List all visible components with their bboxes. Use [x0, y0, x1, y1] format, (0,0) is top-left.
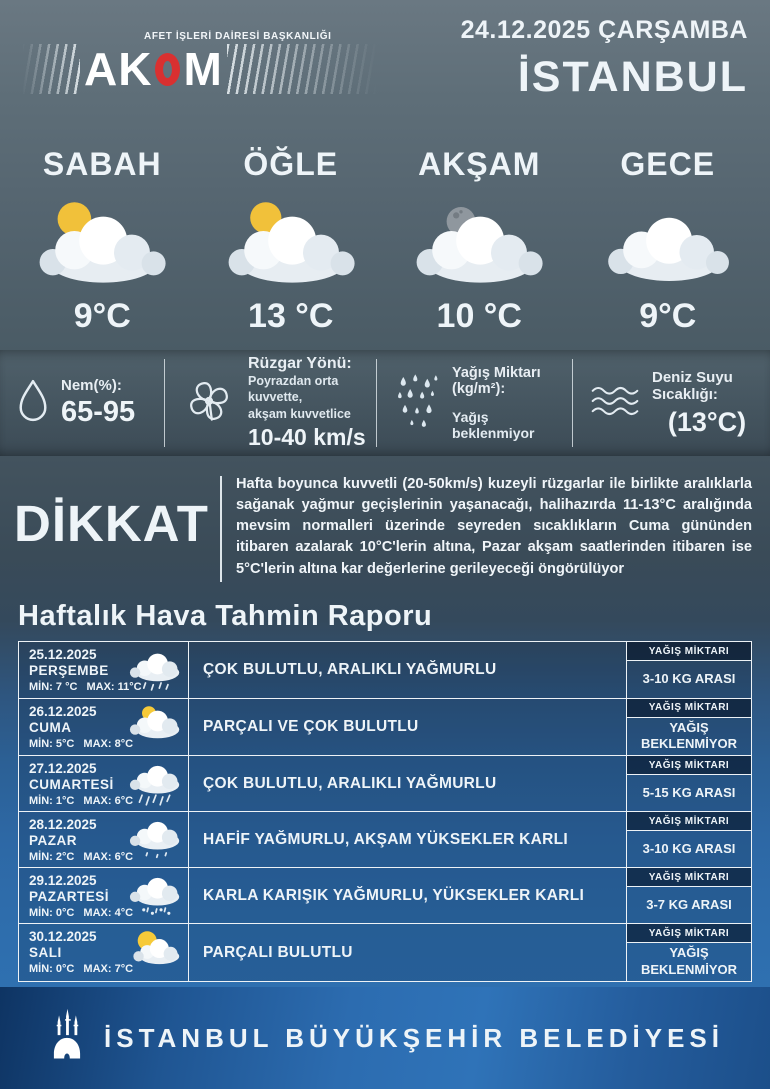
- sun-cloud-icon: [123, 928, 187, 981]
- period-ogle: [197, 146, 386, 336]
- row-date-cell: [19, 642, 189, 698]
- min-label: MİN:: [29, 795, 53, 808]
- max-value: 6°C: [114, 851, 134, 864]
- amount-header: YAĞIŞ MİKTARI: [627, 699, 751, 718]
- max-label: MAX:: [83, 851, 112, 864]
- row-amount-cell: [627, 812, 751, 867]
- raindrops-icon: [393, 370, 441, 437]
- row-day: CUMA: [29, 719, 72, 735]
- min-label: MİN:: [29, 907, 53, 920]
- forecast-row: [19, 811, 751, 867]
- row-date-cell: [19, 812, 189, 867]
- row-day: CUMARTESİ: [29, 777, 114, 793]
- wind-value: 10-40 km/s: [248, 423, 366, 450]
- header-right: [461, 16, 748, 102]
- period-temp: 9°C: [639, 297, 697, 335]
- warning-section: [0, 466, 770, 588]
- period-sabah: [8, 146, 197, 336]
- row-date: 27.12.2025: [29, 761, 97, 777]
- row-date: 29.12.2025: [29, 873, 97, 889]
- sun-cloud-icon: [24, 193, 180, 293]
- period-gece: [574, 146, 763, 336]
- min-value: 0°C: [55, 963, 75, 976]
- row-date: 30.12.2025: [29, 929, 97, 945]
- row-description: KARLA KARIŞIK YAĞMURLU, YÜKSEKLER KARLI: [189, 868, 627, 923]
- sea-temp-label: Deniz Suyu Sıcaklığı:: [652, 368, 733, 403]
- row-day: PERŞEMBE: [29, 663, 109, 678]
- day-periods: [0, 146, 770, 336]
- min-value: 1°C: [55, 795, 75, 808]
- akom-letter-m: M: [183, 43, 223, 95]
- min-value: 2°C: [55, 851, 75, 864]
- humidity-label: Nem(%):: [61, 377, 122, 394]
- precipitation-value: Yağış beklenmiyor: [452, 409, 535, 441]
- forecast-row: [19, 642, 751, 698]
- humidity-value: 65-95: [61, 396, 136, 428]
- sun-cloud-icon: [123, 703, 187, 756]
- max-value: 11°C: [117, 681, 142, 693]
- footer-text: İSTANBUL BÜYÜKŞEHİR BELEDİYESİ: [104, 1022, 724, 1053]
- row-day: PAZARTESİ: [29, 889, 110, 905]
- forecast-row: [19, 755, 751, 811]
- row-amount-cell: [627, 642, 751, 698]
- akom-wordmark: [80, 43, 227, 95]
- period-aksam: [385, 146, 574, 336]
- wind-desc-2: akşam kuvvetlice: [248, 406, 351, 421]
- row-description: HAFİF YAĞMURLU, AKŞAM YÜKSEKLER KARLI: [189, 812, 627, 867]
- footer: [0, 987, 770, 1089]
- sea-temp-value: (13°C): [667, 406, 747, 437]
- report-date: 24.12.2025 ÇARŞAMBA: [460, 16, 748, 44]
- period-label: AKŞAM: [418, 146, 541, 182]
- pinwheel-icon: [181, 372, 237, 435]
- amount-header: YAĞIŞ MİKTARI: [627, 812, 751, 831]
- weekly-forecast-title: Haftalık Hava Tahmin Raporu: [18, 600, 433, 632]
- header: [0, 0, 770, 130]
- max-value: 4°C: [114, 907, 134, 920]
- logo-stripes-left-icon: [22, 44, 80, 94]
- wind-desc-1: Poyrazdan orta kuvvette,: [248, 374, 339, 405]
- max-value: 7°C: [114, 963, 134, 976]
- max-value: 8°C: [114, 737, 134, 750]
- max-label: MAX:: [83, 795, 112, 808]
- city-name: İSTANBUL: [517, 53, 748, 101]
- min-label: MİN:: [29, 851, 53, 864]
- row-date-cell: [19, 699, 189, 756]
- row-date-cell: [19, 868, 189, 923]
- period-label: SABAH: [42, 146, 162, 182]
- wind-label: Rüzgar Yönü:: [248, 355, 352, 373]
- row-amount-cell: [627, 699, 751, 756]
- warning-title: DİKKAT: [14, 495, 209, 552]
- ibb-logo-icon: [46, 1007, 88, 1070]
- amount-value: 3-7 KG ARASI: [646, 896, 732, 912]
- amount-value: 5-15 KG ARASI: [642, 784, 736, 800]
- agency-title: AFET İŞLERİ DAİRESİ BAŞKANLIĞI: [144, 31, 332, 42]
- row-amount-cell: [627, 756, 751, 811]
- amount-header: YAĞIŞ MİKTARI: [627, 924, 751, 943]
- stats-band: [0, 350, 770, 456]
- min-label: MİN:: [29, 963, 53, 976]
- amount-header: YAĞIŞ MİKTARI: [627, 642, 751, 661]
- min-label: MİN:: [29, 681, 53, 693]
- heavy-rain-cloud-icon: [123, 760, 187, 813]
- row-date: 28.12.2025: [29, 817, 97, 833]
- min-value: 7 °C: [55, 681, 78, 693]
- akom-letters-ak: AK: [84, 43, 153, 95]
- amount-value: 3-10 KG ARASI: [642, 840, 736, 856]
- row-description: PARÇALI BULUTLU: [189, 924, 627, 981]
- row-date: 25.12.2025: [29, 647, 97, 662]
- period-temp: 9°C: [73, 297, 131, 335]
- amount-value: 3-10 KG ARASI: [642, 670, 736, 686]
- row-description: ÇOK BULUTLU, ARALIKLI YAĞMURLU: [189, 642, 627, 698]
- min-value: 5°C: [55, 737, 75, 750]
- row-amount-cell: [627, 924, 751, 981]
- forecast-table: [18, 641, 752, 982]
- period-label: ÖĞLE: [243, 146, 339, 182]
- sea-temp-stat: [572, 359, 770, 447]
- logo-stripes-right-icon: [227, 44, 377, 94]
- precipitation-stat: [376, 359, 572, 447]
- max-value: 6°C: [114, 795, 134, 808]
- row-date: 26.12.2025: [29, 703, 97, 719]
- forecast-row: [19, 867, 751, 923]
- max-label: MAX:: [86, 681, 115, 693]
- min-label: MİN:: [29, 737, 53, 750]
- cloud-icon: [593, 193, 743, 293]
- row-date-cell: [19, 924, 189, 981]
- max-label: MAX:: [83, 737, 112, 750]
- max-label: MAX:: [83, 907, 112, 920]
- droplet-icon: [16, 378, 50, 429]
- amount-header: YAĞIŞ MİKTARI: [627, 756, 751, 775]
- amount-header: YAĞIŞ MİKTARI: [627, 868, 751, 887]
- row-amount-cell: [627, 868, 751, 923]
- warning-text: Hafta boyunca kuvvetli (20-50km/s) kuzeyli rüzgarlar ile birlikte aralıklarla sağanak yağmur geçişlerinin yaşanacağı, halihazırda 11-13°C aralığında mevsim normalleri üzerinde seyreden sıcaklıkların Cuma gününden itibaren azalarak 10°C'lerin altına, Pazar akşam saatlerinden itibaren ise 5°C'lerin altına kar değerlerine gerileyeceği öngörülüyor: [236, 476, 752, 577]
- rain-cloud-icon: [123, 646, 187, 699]
- wind-stat: [164, 355, 376, 450]
- min-value: 0°C: [55, 907, 75, 920]
- row-description: ÇOK BULUTLU, ARALIKLI YAĞMURLU: [189, 756, 627, 811]
- period-temp: 13 °C: [248, 297, 334, 335]
- period-label: GECE: [620, 146, 716, 182]
- precipitation-label: Yağış Miktarı (kg/m²):: [452, 365, 541, 397]
- forecast-row: [19, 698, 751, 756]
- period-temp: 10 °C: [436, 297, 522, 335]
- forecast-row: [19, 923, 751, 981]
- waves-icon: [589, 382, 641, 425]
- max-label: MAX:: [83, 963, 112, 976]
- row-date-cell: [19, 756, 189, 811]
- light-rain-cloud-icon: [123, 816, 187, 869]
- humidity-stat: [0, 359, 164, 447]
- akom-red-o-icon: [155, 53, 180, 86]
- row-description: PARÇALI VE ÇOK BULUTLU: [189, 699, 627, 756]
- row-day: PAZAR: [29, 833, 77, 849]
- amount-value: YAĞIŞ BEKLENMİYOR: [640, 945, 738, 978]
- sun-cloud-icon: [213, 193, 369, 293]
- row-day: SALI: [29, 945, 62, 961]
- moon-cloud-icon: [401, 193, 557, 293]
- sleet-cloud-icon: [123, 872, 187, 925]
- amount-value: YAĞIŞ BEKLENMİYOR: [640, 719, 738, 752]
- akom-logo: [22, 31, 377, 95]
